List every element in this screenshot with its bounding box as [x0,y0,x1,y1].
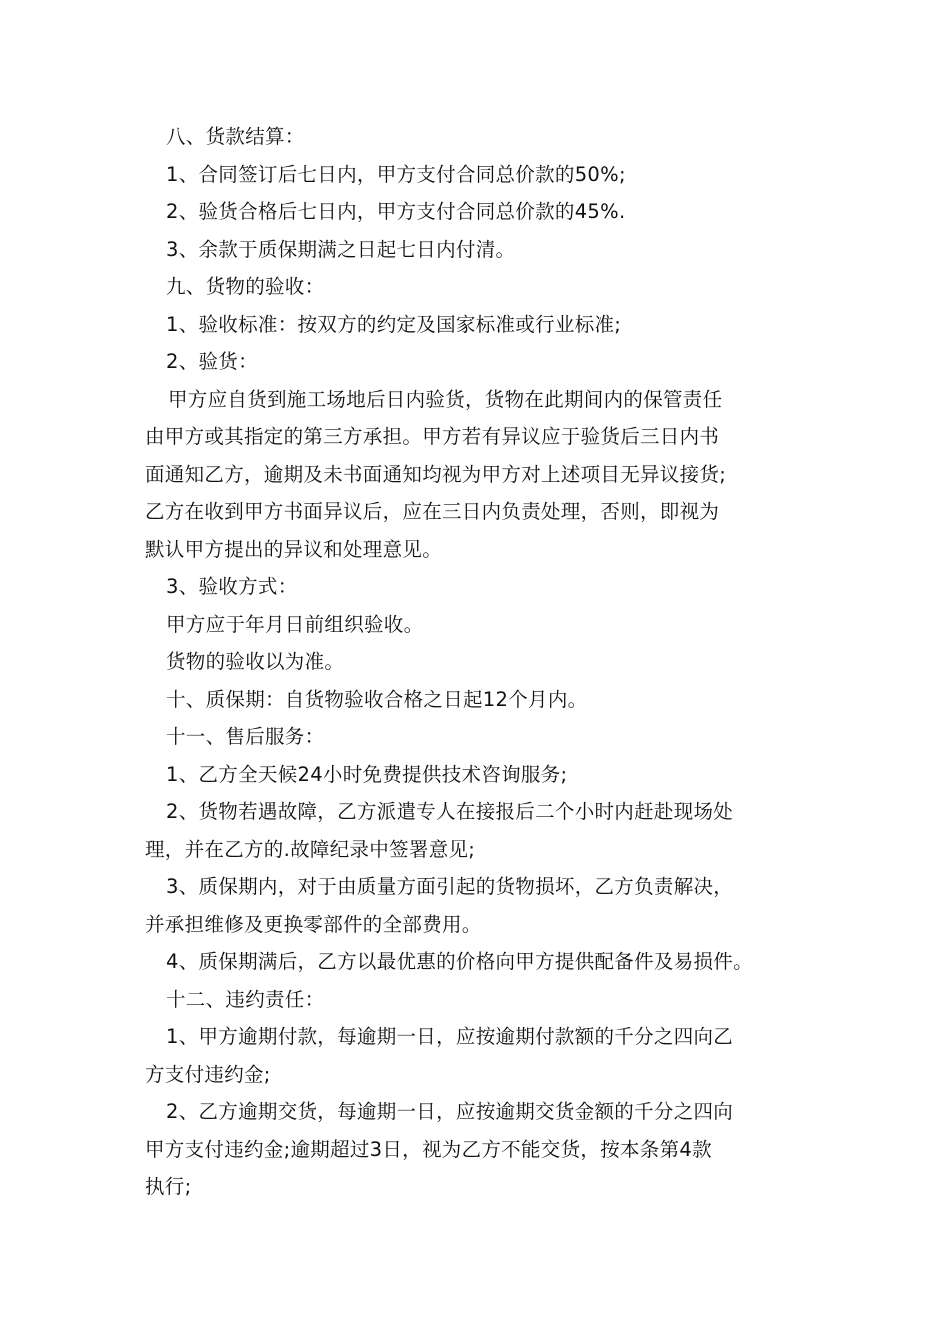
text-line: 由甲方或其指定的第三方承担。甲方若有异议应于验货后三日内书 [145,425,720,448]
text-line: 甲方应自货到施工场地后日内验货，货物在此期间内的保管责任 [168,387,723,411]
text-line: 4、质保期满后，乙方以最优惠的价格向甲方提供配备件及易损件。 [166,950,753,973]
text-line: 2、乙方逾期交货，每逾期一日，应按逾期交货金额的千分之四向 [166,1100,734,1123]
text-line: 甲方应于年月日前组织验收。 [166,612,424,636]
text-line: 面通知乙方，逾期及未书面通知均视为甲方对上述项目无异议接货; [145,462,727,486]
text-line: 乙方在收到甲方书面异议后，应在三日内负责处理，否则，即视为 [145,500,720,523]
text-line: 2、验货合格后七日内，甲方支付合同总价款的45%. [166,200,626,223]
text-line: 货物的验收以为准。 [166,650,345,673]
section-heading-acceptance: 九、货物的验收： [166,275,325,298]
text-line: 3、余款于质保期满之日起七日内付清。 [166,237,516,261]
text-line: 1、甲方逾期付款，每逾期一日，应按逾期付款额的千分之四向乙 [166,1025,734,1048]
text-line: 方支付违约金; [145,1062,271,1086]
section-heading-payment: 八、货款结算： [166,125,305,148]
text-line: 2、货物若遇故障，乙方派遣专人在接报后二个小时内赶赴现场处 [166,800,734,823]
section-heading-breach: 十二、违约责任： [166,987,325,1011]
document-body [145,118,817,1206]
text-line: 1、验收标准：按双方的约定及国家标准或行业标准; [166,312,622,336]
text-line: 执行; [145,1175,192,1198]
text-line: 1、合同签订后七日内，甲方支付合同总价款的50%; [166,162,626,186]
text-line: 并承担维修及更换零部件的全部费用。 [145,912,482,936]
text-line: 默认甲方提出的异议和处理意见。 [145,537,443,561]
text-line: 1、乙方全天候24小时免费提供技术咨询服务; [166,762,568,786]
section-heading-after-sales: 十一、售后服务： [166,725,325,748]
section-heading-warranty: 十、质保期：自货物验收合格之日起12个月内。 [166,687,588,711]
text-line: 3、验收方式： [166,575,298,598]
text-line: 甲方支付违约金;逾期超过3日，视为乙方不能交货，按本条第4款 [145,1137,712,1161]
text-line: 3、质保期内，对于由质量方面引起的货物损坏，乙方负责解决， [166,875,734,898]
text-line: 2、验货： [166,350,258,373]
text-line: 理，并在乙方的.故障纪录中签署意见; [145,837,476,861]
